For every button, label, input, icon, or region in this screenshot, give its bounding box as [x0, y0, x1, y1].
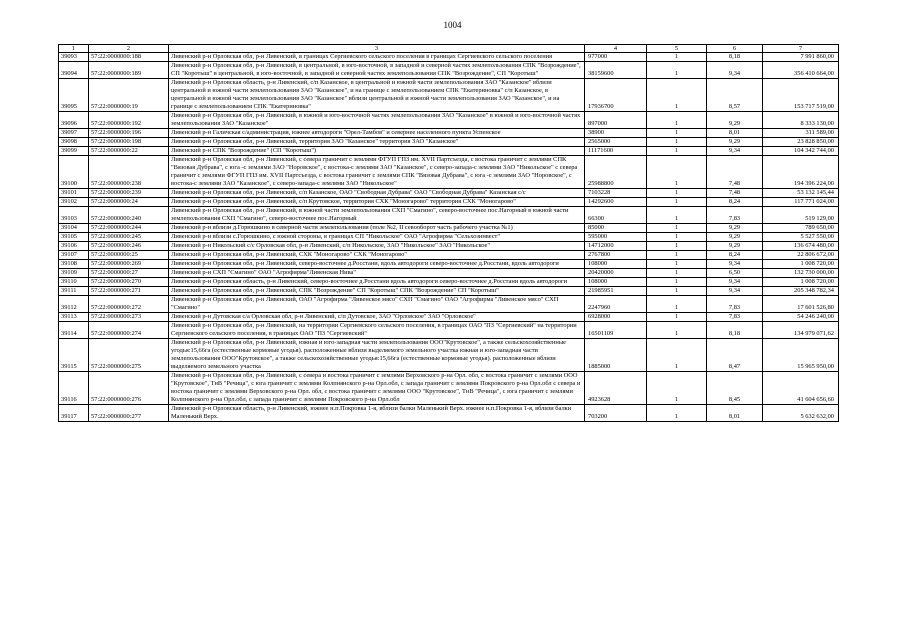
share-value: 1	[647, 112, 707, 129]
row-number: 39094	[59, 62, 89, 79]
cadastral-number: 57:22:0000000:27	[89, 269, 169, 278]
location-description: Ливенский р-н Орловская обл, р-н Ливенский, СПК "Возрождение" СП "Коротыш" СПК "Возрождение" СП "Коротыш"	[169, 287, 585, 296]
row-number: 39113	[59, 313, 89, 322]
row-number: 39097	[59, 129, 89, 138]
row-number: 39103	[59, 207, 89, 224]
table-row	[59, 269, 839, 278]
area-value: 897000	[585, 112, 647, 129]
location-description: Ливенский р-н Орловская обл, р-н Ливенский, в южной и юго-восточной частях землепользования ЗАО "Казанское" в южной и юго-восточной частях землепользования ЗАО "Казанское"	[169, 112, 585, 129]
column-header: 7	[763, 45, 839, 53]
cadastral-value: 132 730 000,00	[763, 269, 839, 278]
area-value: 11171600	[585, 147, 647, 156]
rate-value: 7,83	[707, 207, 763, 224]
location-description: Ливенский р-н Орловская обл, р-н Ливенский, в южной части землепользования СХП "Смагино", северо-восточнее пос.Нагорный в южной части землепользования СХП "Смагино", северо-восточнее пос.Нагорный	[169, 207, 585, 224]
area-value: 17936700	[585, 79, 647, 112]
land-registry-table	[58, 44, 839, 422]
cadastral-number: 57:22:0000000:189	[89, 62, 169, 79]
cadastral-value: 311 589,00	[763, 129, 839, 138]
cadastral-value: 7 991 860,00	[763, 53, 839, 62]
rate-value: 8,47	[707, 339, 763, 372]
table-row	[59, 260, 839, 269]
column-header: 6	[707, 45, 763, 53]
area-value: 6928000	[585, 313, 647, 322]
row-number: 39111	[59, 287, 89, 296]
rate-value: 8,45	[707, 372, 763, 405]
cadastral-number: 57:22:0000000:240	[89, 207, 169, 224]
share-value: 1	[647, 53, 707, 62]
cadastral-value: 136 674 480,00	[763, 242, 839, 251]
table-row	[59, 242, 839, 251]
cadastral-number: 57:22:0000000:238	[89, 156, 169, 189]
location-description: Ливенский р-н Орловская обл, р-н Ливенский, СХК "Моногарово" СХК "Моногарово"	[169, 251, 585, 260]
row-number: 39102	[59, 198, 89, 207]
table-row	[59, 53, 839, 62]
table-row	[59, 62, 839, 79]
share-value: 1	[647, 62, 707, 79]
cadastral-number: 57:22:0000000:275	[89, 339, 169, 372]
location-description: Ливенский р-н Орловская область, р-н Ливенский, южнее н.п.Покровка 1-я, вблизи балки Маленький Верх. южнее н.п.Покровка 1-я, вблизи балки Маленький Верх.	[169, 405, 585, 422]
area-value: 2247960	[585, 296, 647, 313]
area-value: 14712000	[585, 242, 647, 251]
share-value: 1	[647, 405, 707, 422]
cadastral-number: 57:22:0000000:271	[89, 287, 169, 296]
table-row	[59, 233, 839, 242]
area-value: 108000	[585, 260, 647, 269]
cadastral-value: 356 410 664,00	[763, 62, 839, 79]
rate-value: 9,29	[707, 138, 763, 147]
location-description: Ливенский р-н Орловская обл, р-н Ливенский, в границах Сергиевского сельского поселения в границах Сергиевского сельского поселения	[169, 53, 585, 62]
row-number: 39104	[59, 224, 89, 233]
area-value: 2767800	[585, 251, 647, 260]
cadastral-number: 57:22:0000000:24	[89, 198, 169, 207]
rate-value: 9,29	[707, 242, 763, 251]
share-value: 1	[647, 322, 707, 339]
cadastral-value: 5 527 550,00	[763, 233, 839, 242]
rate-value: 7,83	[707, 313, 763, 322]
cadastral-value: 8 333 130,00	[763, 112, 839, 129]
cadastral-value: 1 008 720,00	[763, 278, 839, 287]
rate-value: 9,29	[707, 233, 763, 242]
cadastral-number: 57:22:0000000:245	[89, 233, 169, 242]
location-description: Ливенский р-н вблизи с.Горюшкино, с южной стороны, в границах СП "Никольское" ОАО "Агрофирма "Сельхозинвест"	[169, 233, 585, 242]
area-value: 25988800	[585, 156, 647, 189]
area-value: 14292600	[585, 198, 647, 207]
column-header: 1	[59, 45, 89, 53]
area-value: 16501109	[585, 322, 647, 339]
row-number: 39100	[59, 156, 89, 189]
cadastral-number: 57:22:0000000:277	[89, 405, 169, 422]
share-value: 1	[647, 372, 707, 405]
header-row	[59, 45, 839, 53]
column-header: 5	[647, 45, 707, 53]
cadastral-number: 57:22:0000000:273	[89, 313, 169, 322]
rate-value: 8,24	[707, 198, 763, 207]
row-number: 39112	[59, 296, 89, 313]
cadastral-value: 15 965 950,00	[763, 339, 839, 372]
cadastral-value: 41 604 656,60	[763, 372, 839, 405]
cadastral-number: 57:22:0000000:192	[89, 112, 169, 129]
location-description: Ливенский р-н Орловская обл, р-н Ливенский, в центральной, в юго-восточной, в западной и северной частях землепользования СПК "Возрождение", СП "Коротыш" в центральной, в юго-восточной, в западной и северной частях землепользования СПК "Возрождение", СП "Коротыш"	[169, 62, 585, 79]
share-value: 1	[647, 242, 707, 251]
rate-value: 9,34	[707, 278, 763, 287]
rate-value: 8,01	[707, 129, 763, 138]
rate-value: 9,29	[707, 224, 763, 233]
area-value: 595000	[585, 233, 647, 242]
area-value: 85000	[585, 224, 647, 233]
location-description: Ливенский р-н Орловская обл, р-н Ливенский, с севера граничит с землями ФГУП ГПЗ им. XVII Партсъезда, с востока граничит с землями СПК "Вязовая Дубрава", с юга -с землями ЗАО "Норовское", с востока-с землями ЗАО "Казанское", с северо-запада-с землями ЗАО "Никольское" с севера граничит с землями ФГУП ГПЗ им. XVII Партсъезда, с востока граничит с землями СПК "Вязовая Дубрава", с юга -с землями ЗАО "Норовское", с востока-с землями ЗАО "Казанское", с северо-запада-с землями ЗАО "Никольское"	[169, 156, 585, 189]
rate-value: 7,83	[707, 296, 763, 313]
table-row	[59, 79, 839, 112]
column-header: 2	[89, 45, 169, 53]
cadastral-value: 23 828 850,00	[763, 138, 839, 147]
table-row	[59, 296, 839, 313]
row-number: 39115	[59, 339, 89, 372]
location-description: Ливенский р-н Орловская область, р-н Ливенский, с/п Казанское, в центральной и южной части землепользования ЗАО "Казанское" вблизи центральной и южной части землепользования ЗАО "Казанское", и на границе с землепользованием СПК "Екатериновка" с/п Казанское, в центральной и южной части землепользования ЗАО "Казанское" вблизи центральной и южной части землепользования ЗАО "Казанское", и на границе с землепользованием СПК "Екатериновка"	[169, 79, 585, 112]
share-value: 1	[647, 129, 707, 138]
cadastral-number: 57:22:0000000:269	[89, 260, 169, 269]
area-value: 977000	[585, 53, 647, 62]
table-row	[59, 147, 839, 156]
rate-value: 9,34	[707, 147, 763, 156]
cadastral-number: 57:22:0000000:270	[89, 278, 169, 287]
cadastral-value: 519 129,00	[763, 207, 839, 224]
table-row	[59, 372, 839, 405]
cadastral-value: 22 806 672,00	[763, 251, 839, 260]
row-number: 39114	[59, 322, 89, 339]
table-row	[59, 198, 839, 207]
table-row	[59, 112, 839, 129]
location-description: Ливенский р-н Орловская область, р-н Ливенский, северо-восточнее д.Росстани вдоль автодороги северо-восточнее д.Росстани вдоль автодороги	[169, 278, 585, 287]
cadastral-number: 57:22:0000000:196	[89, 129, 169, 138]
area-value: 703200	[585, 405, 647, 422]
rate-value: 9,34	[707, 260, 763, 269]
area-value: 21985951	[585, 287, 647, 296]
row-number: 39108	[59, 260, 89, 269]
cadastral-number: 57:22:0000000:198	[89, 138, 169, 147]
column-header: 4	[585, 45, 647, 53]
cadastral-value: 205 348 782,34	[763, 287, 839, 296]
table-row	[59, 189, 839, 198]
rate-value: 9,34	[707, 287, 763, 296]
cadastral-number: 57:22:0000000:19	[89, 79, 169, 112]
cadastral-value: 789 650,00	[763, 224, 839, 233]
row-number: 39105	[59, 233, 89, 242]
location-description: Ливенский р-н СХП "Смагино" ОАО "Агрофирма"Ливенская Нива"	[169, 269, 585, 278]
location-description: Ливенский р-н Дутовская с/а Орловская обл, р-н Ливенский, с/п Дутовское, ЗАО "Орловское" ЗАО "Орловское"	[169, 313, 585, 322]
share-value: 1	[647, 224, 707, 233]
table-row	[59, 313, 839, 322]
share-value: 1	[647, 198, 707, 207]
share-value: 1	[647, 313, 707, 322]
location-description: Ливенский р-н Орловская обл, р-н Ливенский, южная и юго-западная части землепользования ООО"Крутовское", а также сельскохозяйственные угодья:15,66га (естественные кормовые угодья). расположенные вблизи выделяемого земельного участка южная и юго-западная части землепользования ООО"Крутовское", а также сельскохозяйственные угодья:15,66га (естественные кормовые угодья). расположенные вблизи выделяемого земельного участка	[169, 339, 585, 372]
share-value: 1	[647, 189, 707, 198]
cadastral-number: 57:22:0000000:274	[89, 322, 169, 339]
area-value: 38159600	[585, 62, 647, 79]
rate-value: 9,34	[707, 62, 763, 79]
share-value: 1	[647, 339, 707, 372]
table-row	[59, 278, 839, 287]
share-value: 1	[647, 156, 707, 189]
table-row	[59, 339, 839, 372]
share-value: 1	[647, 138, 707, 147]
cadastral-value: 54 246 240,00	[763, 313, 839, 322]
location-description: Ливенский р-н Орловская обл, р-н Ливенский, северо-восточнее д.Росстани, вдоль автодороги северо-восточнее д.Росстани, вдоль автодороги	[169, 260, 585, 269]
cadastral-value: 153 717 519,00	[763, 79, 839, 112]
location-description: Ливенский р-н Орловская обл, р-н Ливенский, территория ЗАО "Казанское" территория ЗАО "Казанское"	[169, 138, 585, 147]
row-number: 39093	[59, 53, 89, 62]
table-row	[59, 405, 839, 422]
area-value: 7103228	[585, 189, 647, 198]
area-value: 2565000	[585, 138, 647, 147]
column-header: 3	[169, 45, 585, 53]
cadastral-number: 57:22:0000000:188	[89, 53, 169, 62]
cadastral-value: 134 979 071,62	[763, 322, 839, 339]
location-description: Ливенский р-н Никольский с/с Орловская обл, р-н Ливенский, с/п Никольское, ЗАО "Никольское" ЗАО "Никольское"	[169, 242, 585, 251]
rate-value: 8,57	[707, 79, 763, 112]
rate-value: 8,01	[707, 405, 763, 422]
rate-value: 7,48	[707, 156, 763, 189]
cadastral-number: 57:22:0000000:276	[89, 372, 169, 405]
rate-value: 7,48	[707, 189, 763, 198]
location-description: Ливенский р-н Орловская обл, р-н Ливенский, с/п Крутовское, территория СХК "Моногарово" территория СХК "Моногарово"	[169, 198, 585, 207]
area-value: 108000	[585, 278, 647, 287]
table-row	[59, 156, 839, 189]
cadastral-value: 5 632 632,00	[763, 405, 839, 422]
page-number: 1004	[443, 20, 462, 30]
share-value: 1	[647, 207, 707, 224]
cadastral-value: 117 771 024,00	[763, 198, 839, 207]
share-value: 1	[647, 251, 707, 260]
rate-value: 8,18	[707, 322, 763, 339]
location-description: Ливенский р-н Галичская с/администрация, южнее автодороги "Орел-Тамбов" и севернее населенного пункта Успенское	[169, 129, 585, 138]
rate-value: 9,29	[707, 112, 763, 129]
area-value: 66300	[585, 207, 647, 224]
location-description: Ливенский р-н Орловская обл, р-н Ливенский, на территории Сергиевского сельского поселения, в границах ОАО "ПЗ "Сергиевский" на территории Сергиевского сельского поселения, в границах ОАО "ПЗ "Сергиевский"	[169, 322, 585, 339]
row-number: 39099	[59, 147, 89, 156]
cadastral-value: 194 396 224,00	[763, 156, 839, 189]
row-number: 39107	[59, 251, 89, 260]
share-value: 1	[647, 147, 707, 156]
row-number: 39095	[59, 79, 89, 112]
row-number: 39109	[59, 269, 89, 278]
table-row	[59, 207, 839, 224]
share-value: 1	[647, 269, 707, 278]
row-number: 39116	[59, 372, 89, 405]
cadastral-number: 57:22:0000000:25	[89, 251, 169, 260]
area-value: 38900	[585, 129, 647, 138]
area-value: 20420000	[585, 269, 647, 278]
cadastral-value: 17 601 526,80	[763, 296, 839, 313]
share-value: 1	[647, 260, 707, 269]
rate-value: 8,24	[707, 251, 763, 260]
row-number: 39106	[59, 242, 89, 251]
row-number: 39110	[59, 278, 89, 287]
share-value: 1	[647, 296, 707, 313]
cadastral-value: 53 132 145,44	[763, 189, 839, 198]
location-description: Ливенский р-н Орловская обл, р-н Ливенский, с севера и востока граничит с землями Верховского р-на Орл. обл, с востока граничит с землями ООО "Крутовское", ТнВ "Речица", с юга граничит с землями Колпнянского р-на Орл.обл, с запада граничит с землями Покровского р-на Орл.обл с севера и востока граничит с землями Верховского р-на Орл. обл, с востока граничит с землями ООО "Крутовское", ТнВ "Речица", с юга граничит с землями Колпнянского р-на Орл.обл, с запада граничит с землями Покровского р-на Орл.обл	[169, 372, 585, 405]
row-number: 39098	[59, 138, 89, 147]
row-number: 39101	[59, 189, 89, 198]
cadastral-number: 57:22:0000000:272	[89, 296, 169, 313]
row-number: 39096	[59, 112, 89, 129]
table-row	[59, 224, 839, 233]
table-row	[59, 138, 839, 147]
share-value: 1	[647, 79, 707, 112]
area-value: 1885000	[585, 339, 647, 372]
cadastral-value: 1 008 720,00	[763, 260, 839, 269]
location-description: Ливенский р-н Орловская обл, р-н Ливенский, ОАО "Агрофирма "Ливенское мясо" СХП "Смагино" ОАО "Агрофирма "Ливенское мясо" СХП "Смагино"	[169, 296, 585, 313]
cadastral-number: 57:22:0000000:239	[89, 189, 169, 198]
share-value: 1	[647, 233, 707, 242]
share-value: 1	[647, 287, 707, 296]
cadastral-number: 57:22:0000000:246	[89, 242, 169, 251]
row-number: 39117	[59, 405, 89, 422]
rate-value: 6,50	[707, 269, 763, 278]
table-row	[59, 129, 839, 138]
location-description: Ливенский р-н Орловская обл, р-н Ливенский, с/п Казанское, ОАО "Свободная Дубрава" ОАО "Свободная Дубрава" Казанская с/с	[169, 189, 585, 198]
area-value: 4923628	[585, 372, 647, 405]
cadastral-number: 57:22:0000000:22	[89, 147, 169, 156]
location-description: Ливенский р-н вблизи д.Горюшкино в северной части землепользования (поле №2, II севооборот часть рабочего участка №1)	[169, 224, 585, 233]
table-row	[59, 287, 839, 296]
cadastral-number: 57:22:0000000:244	[89, 224, 169, 233]
location-description: Ливенский р-н СПК "Возрождение" (СП "Коротыш")	[169, 147, 585, 156]
table-row	[59, 322, 839, 339]
table-row	[59, 251, 839, 260]
rate-value: 8,18	[707, 53, 763, 62]
share-value: 1	[647, 278, 707, 287]
cadastral-value: 104 342 744,00	[763, 147, 839, 156]
